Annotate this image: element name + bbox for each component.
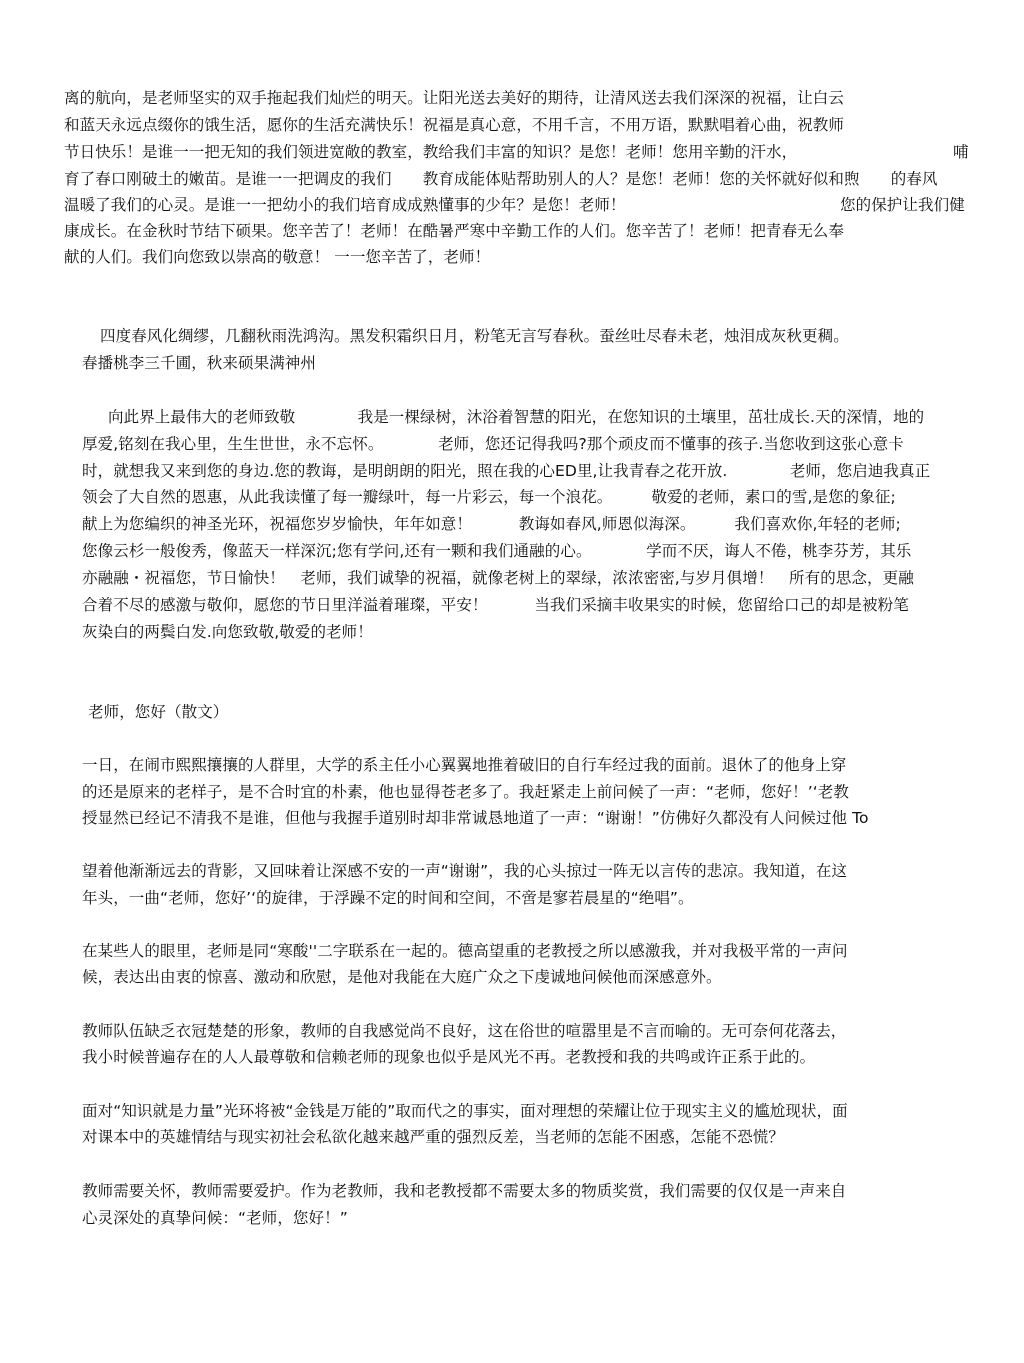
text-line: 您的保护让我们健 xyxy=(840,196,965,214)
text-line: 的还是原来的老样子，是不合时宜的朴素，他也显得苍老多了。我赶紧走上前问候了一声：“老师，您好！’‘老教 xyxy=(82,783,849,801)
text-line: 合着不尽的感激与敬仰，愿您的节日里洋溢着璀璨，平安！ 当我们采摘丰收果实的时候，您留给口己的却是被粉笔 xyxy=(82,596,909,614)
text-line: 教师队伍缺乏衣冠楚楚的形象，教师的自我感觉尚不良好，这在俗世的喧嚣里是不言而喻的。无可奈何花落去， xyxy=(82,1022,847,1040)
text-line: 领会了大自然的恩惠，从此我读懂了每一瓣绿叶，每一片彩云，每一个浪花。 敬爱的老师，素口的雪,是您的象征; xyxy=(82,488,896,506)
text-line: 向此界上最伟大的老师致敬 我是一棵绿树，沐浴着智慧的阳光，在您知识的土壤里，茁壮成长.天的深情，地的 xyxy=(108,408,925,426)
text-line: 面对“知识就是力量”光环将被“金钱是万能的”取而代之的事实，面对理想的荣耀让位于现实主义的尴尬现状，面 xyxy=(82,1102,848,1120)
text-line: 您像云杉一般俊秀，像蓝天一样深沉;您有学问,还有一颗和我们通融的心。 学而不厌，诲人不倦，桃李芬芳，其乐 xyxy=(82,542,912,560)
text-line: 献上为您编织的神圣光环，祝福您岁岁愉快，年年如意！ 教诲如春风,师恩似海深。 我们喜欢你,年轻的老师; xyxy=(82,515,901,533)
text-line: 哺 xyxy=(953,143,969,161)
text-line: 年头，一曲“老师，您好’‘的旋律，于浮躁不定的时间和空间，不啻是寥若晨星的“绝唱”。 xyxy=(82,889,694,907)
text-line: 我小时候普遍存在的人人最尊敬和信赖老师的现象也似乎是风光不再。老教授和我的共鸣或许正系于此的。 xyxy=(82,1048,816,1066)
text-line: 在某些人的眼里，老师是同“寒酸''二字联系在一起的。德高望重的老教授之所以感激我，并对我极平常的一声问 xyxy=(82,942,848,960)
text-line: 灰染白的两鬓白发.向您致敬,敬爱的老师！ xyxy=(82,623,373,641)
text-line: 时，就想我又来到您的身边.您的教诲，是明朗朗的阳光，照在我的心ED里,让我青春之花开放. 老师，您启迪我真正 xyxy=(82,462,931,480)
essay-title: 老师，您好（散文） xyxy=(88,703,229,721)
text-line: 献的人们。我们向您致以崇高的敬意！ 一一您辛苦了，老师！ xyxy=(64,248,491,266)
text-line: 望着他渐渐远去的背影，又回味着让深感不安的一声“谢谢”，我的心头掠过一阵无以言传的悲凉。我知道，在这 xyxy=(82,862,848,880)
text-line: 候，表达出由衷的惊喜、激动和欣慰，是他对我能在大庭广众之下虔诚地问候他而深感意外。 xyxy=(82,968,722,986)
text-line: 康成长。在金秋时节结下硕果。您辛苦了！老师！在酷暑严寒中辛勤工作的人们。您辛苦了！老师！把青春无么奉 xyxy=(64,222,845,240)
text-line: 厚爱,铭刻在我心里，生生世世，永不忘怀。 老师，您还记得我吗?那个顽皮而不懂事的孩子.当您收到这张心意卡 xyxy=(82,435,904,453)
text-line: 春播桃李三千圃，秋来硕果满神州 xyxy=(82,354,317,372)
text-line: 离的航向，是老师坚实的双手拖起我们灿烂的明天。让阳光送去美好的期待，让清风送去我们深深的祝福，让白云 xyxy=(64,89,845,107)
text-line: 四度春风化绸缪，几翻秋雨洗鸿沟。黑发积霜织日月，粉笔无言写春秋。蚕丝吐尽春未老，烛泪成灰秋更稠。 xyxy=(100,327,849,345)
text-line: 温暖了我们的心灵。是谁一一把幼小的我们培育成成熟懂事的少年？是您！老师！ xyxy=(64,196,626,214)
text-line: 对课本中的英雄情结与现实初社会私欲化越来越严重的强烈反差，当老师的怎能不困惑，怎能不恐慌？ xyxy=(82,1128,785,1146)
text-line: 一日，在闹市熙熙攘攘的人群里，大学的系主任小心翼翼地推着破旧的自行车经过我的面前。退休了的他身上穿 xyxy=(82,756,847,774)
text-line: 亦融融・祝福您，节日愉快！ 老师，我们诚挚的祝福，就像老树上的翠绿，浓浓密密,与岁月俱增！ 所有的思念，更融 xyxy=(82,569,914,587)
text-line: 节日快乐！是谁一一把无知的我们领进宽敞的教室，教给我们丰富的知识？是您！老师！您用辛勤的汗水， xyxy=(64,143,798,161)
text-line: 授显然已经记不清我不是谁，但他与我握手道别时却非常诚恳地道了一声：“谢谢！”仿佛好久都没有人问候过他 To xyxy=(82,809,869,827)
text-line: 心灵深处的真挚问候：“老师，您好！” xyxy=(82,1209,348,1227)
text-line: 育了春口刚破土的嫩苗。是谁一一把调皮的我们 教育成能体贴帮助别人的人？是您！老师！您的关怀就好似和煦 的春风 xyxy=(64,170,938,188)
text-line: 和蓝天永远点缀你的饿生活，愿你的生活充满快乐！祝福是真心意，不用千言，不用万语，默默唱着心曲，祝教师 xyxy=(64,116,845,134)
text-line: 教师需要关怀，教师需要爱护。作为老教师，我和老教授都不需要太多的物质奖赏，我们需要的仅仅是一声来自 xyxy=(82,1182,847,1200)
